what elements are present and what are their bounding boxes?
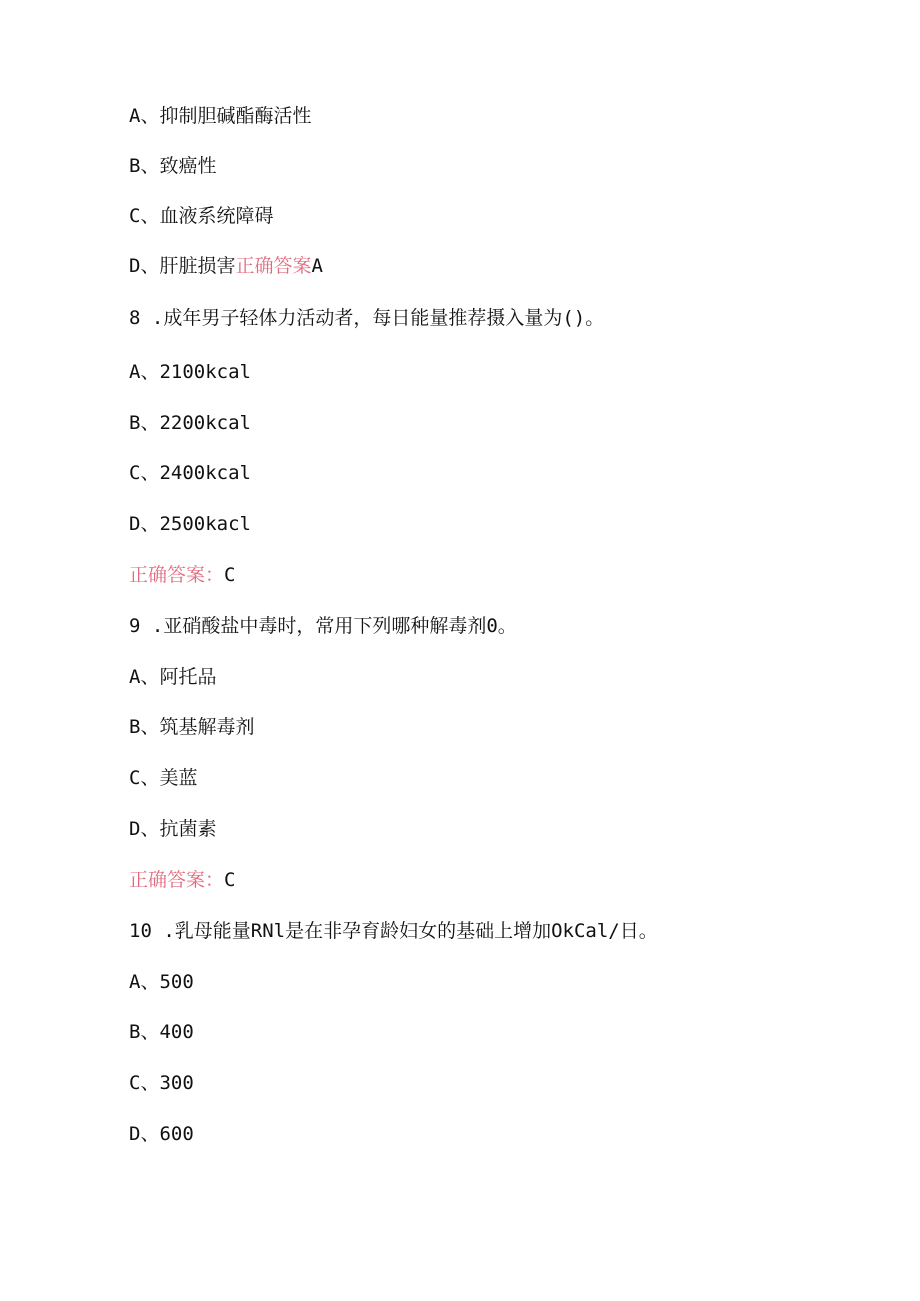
q10-option-d: D、600 (129, 1123, 194, 1145)
q8-option-d: D、2500kacl (129, 513, 251, 535)
q9-answer-label: 正确答案： (129, 869, 225, 891)
q9-option-a: A、阿托品 (129, 666, 217, 688)
q7-answer-value: A (311, 255, 323, 277)
q7-option-c: C、血液系统障碍 (129, 205, 274, 227)
q8-option-a: A、2100kcal (129, 361, 251, 383)
q9-answer-value: C (224, 869, 236, 891)
q7-option-d (129, 254, 323, 278)
q9-option-b: B、筑基解毒剂 (129, 716, 255, 738)
q9-option-d: D、抗菌素 (129, 818, 217, 840)
q8-answer-value: C (224, 564, 236, 586)
q8-answer (129, 563, 235, 587)
q9-option-c: C、美蓝 (129, 767, 198, 789)
q10-question: 10 .乳母能量RNl是在非孕育龄妇女的基础上增加OkCal/日。 (129, 920, 658, 942)
q9-answer (129, 868, 235, 892)
q10-option-a: A、500 (129, 971, 194, 993)
q7-answer-label: 正确答案 (235, 255, 312, 277)
q8-option-c: C、2400kcal (129, 462, 251, 484)
q8-answer-label: 正确答案： (129, 564, 225, 586)
q9-question: 9 .亚硝酸盐中毒时，常用下列哪种解毒剂0。 (129, 615, 517, 637)
q8-option-b: B、2200kcal (129, 412, 251, 434)
q7-option-b: B、致癌性 (129, 155, 217, 177)
q7-option-a: A、抑制胆碱酯酶活性 (129, 105, 312, 127)
q10-option-b: B、400 (129, 1021, 194, 1043)
q10-option-c: C、300 (129, 1072, 194, 1094)
q7-option-d-text: D、肝脏损害 (129, 255, 236, 277)
q8-question: 8 .成年男子轻体力活动者，每日能量推荐摄入量为()。 (129, 307, 605, 329)
